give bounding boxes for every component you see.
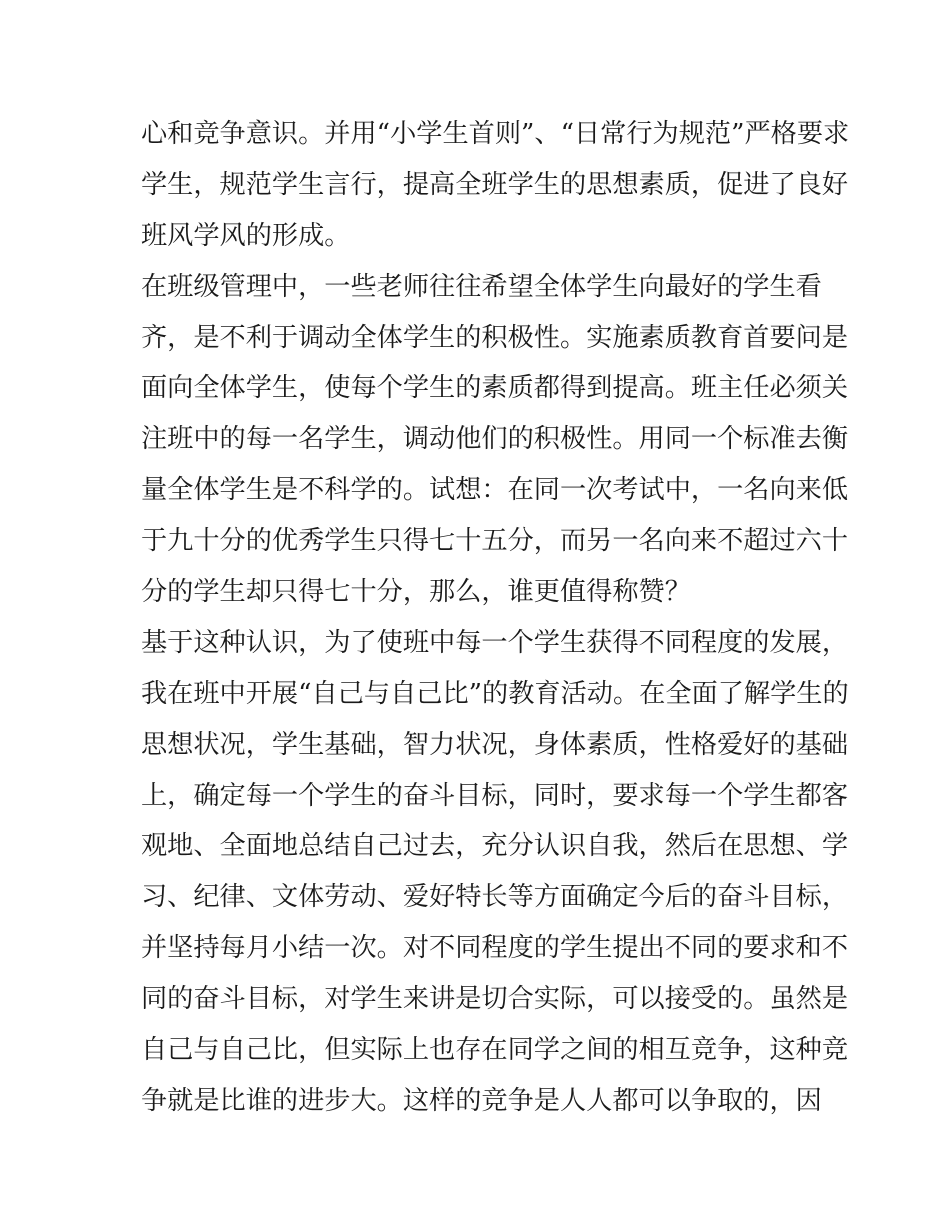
text-line: 于九十分的优秀学生只得七十五分，而另一名向来不超过六十 bbox=[141, 526, 849, 557]
text-line: 量全体学生是不科学的。试想：在同一次考试中，一名向来低 bbox=[141, 475, 849, 506]
body-text bbox=[141, 109, 850, 1127]
text-line: 习、纪律、文体劳动、爱好特长等方面确定今后的奋斗目标， bbox=[141, 882, 849, 913]
text-line: 面向全体学生，使每个学生的素质都得到提高。班主任必须关 bbox=[141, 373, 849, 404]
text-line: 观地、全面地总结自己过去，充分认识自我，然后在思想、学 bbox=[141, 831, 849, 862]
text-line: 基于这种认识，为了使班中每一个学生获得不同程度的发展， bbox=[141, 627, 849, 658]
text-line: 同的奋斗目标，对学生来讲是切合实际，可以接受的。虽然是 bbox=[141, 984, 849, 1015]
text-line: 并坚持每月小结一次。对不同程度的学生提出不同的要求和不 bbox=[141, 933, 849, 964]
text-line: 上，确定每一个学生的奋斗目标，同时，要求每一个学生都客 bbox=[141, 780, 849, 811]
text-line: 分的学生却只得七十分，那么，谁更值得称赞？ bbox=[141, 577, 691, 608]
text-line: 学生，规范学生言行，提高全班学生的思想素质，促进了良好 bbox=[141, 169, 849, 200]
text-line: 自己与自己比，但实际上也存在同学之间的相互竞争，这种竞 bbox=[141, 1035, 849, 1066]
text-line: 争就是比谁的进步大。这样的竞争是人人都可以争取的，因 bbox=[141, 1085, 822, 1116]
text-line: 我在班中开展“自己与自己比”的教育活动。在全面了解学生的 bbox=[141, 678, 849, 709]
text-line: 注班中的每一名学生，调动他们的积极性。用同一个标准去衡 bbox=[141, 424, 849, 455]
text-line: 在班级管理中，一些老师往往希望全体学生向最好的学生看 bbox=[141, 271, 822, 302]
text-line: 心和竞争意识。并用“小学生首则”、“日常行为规范”严格要求 bbox=[141, 119, 850, 149]
text-line: 思想状况，学生基础，智力状况，身体素质，性格爱好的基础 bbox=[141, 729, 849, 760]
text-line: 齐，是不利于调动全体学生的积极性。实施素质教育首要问是 bbox=[141, 322, 849, 353]
text-line: 班风学风的形成。 bbox=[141, 220, 351, 251]
